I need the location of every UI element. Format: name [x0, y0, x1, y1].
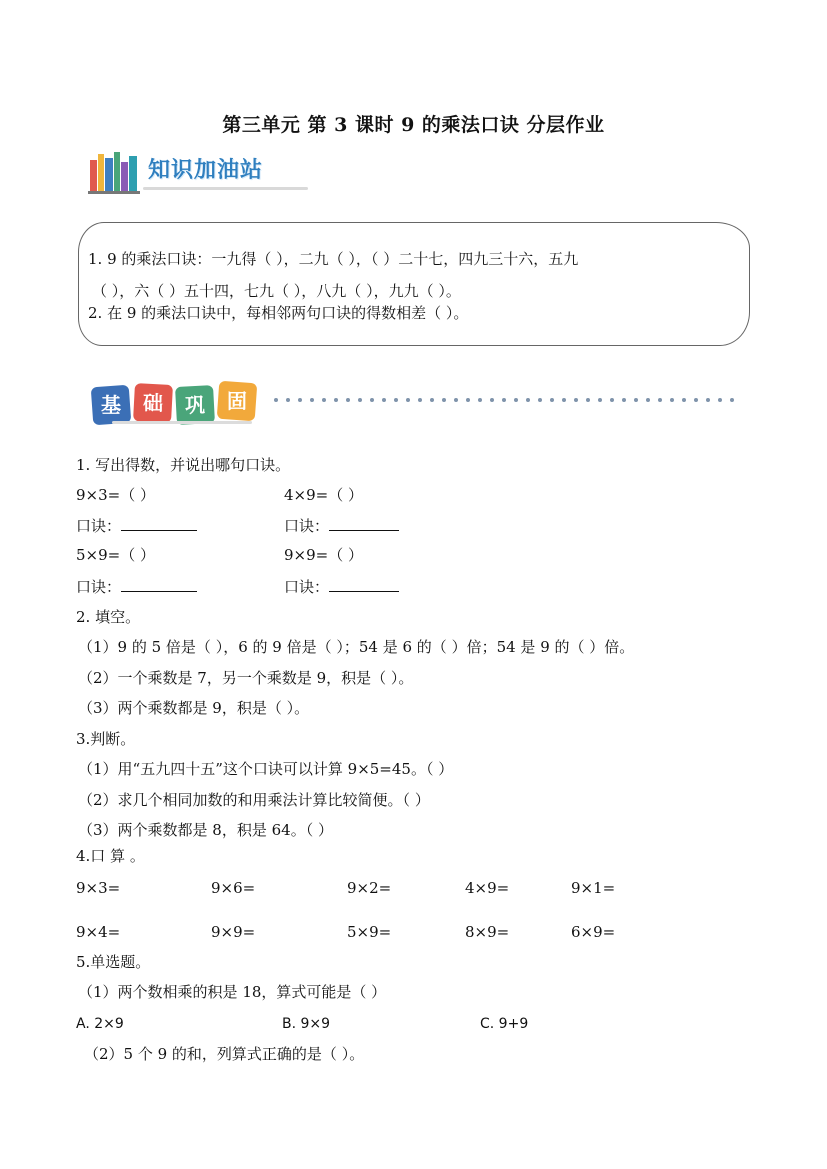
divider-dot	[598, 398, 602, 402]
divider-dot	[334, 398, 338, 402]
divider-dot	[274, 398, 278, 402]
q4-calc: 9×1=	[571, 879, 616, 897]
q4-calc: 9×3=	[76, 879, 121, 897]
q4-calc: 9×9=	[211, 923, 256, 941]
q3-item-2: （2）求几个相同加数的和用乘法计算比较简便。（ ）	[78, 791, 430, 809]
basics-tile-2: 础	[143, 391, 163, 415]
q1-expr-1: 9×3=（ ）	[76, 486, 155, 504]
divider-dot	[706, 398, 710, 402]
divider-dot	[442, 398, 446, 402]
option-c[interactable]: C. 9+9	[480, 1016, 529, 1032]
q4-calc: 6×9=	[571, 923, 616, 941]
divider-dot	[430, 398, 434, 402]
q2-heading: 2. 填空。	[76, 608, 141, 626]
divider-dot	[346, 398, 350, 402]
divider-dot	[586, 398, 590, 402]
divider-dot	[658, 398, 662, 402]
divider-dot	[406, 398, 410, 402]
divider-dot	[646, 398, 650, 402]
dotted-divider	[272, 392, 742, 408]
q1-rhyme-2	[284, 516, 399, 536]
divider-dot	[382, 398, 386, 402]
q4-calc: 9×4=	[76, 923, 121, 941]
q1-rhyme-4	[284, 577, 399, 597]
q5-item-2: （2）5 个 9 的和，列算式正确的是（ ）。	[84, 1045, 365, 1063]
books-icon	[88, 150, 140, 194]
divider-dot	[694, 398, 698, 402]
divider-dot	[454, 398, 458, 402]
answer-line[interactable]	[121, 516, 197, 531]
divider-dot	[526, 398, 530, 402]
divider-dot	[634, 398, 638, 402]
divider-dot	[466, 398, 470, 402]
divider-dot	[310, 398, 314, 402]
basics-tile-1: 基	[101, 393, 121, 417]
divider-dot	[538, 398, 542, 402]
divider-dot	[514, 398, 518, 402]
divider-dot	[622, 398, 626, 402]
q1-rhyme-3	[76, 577, 197, 597]
divider-dot	[286, 398, 290, 402]
q5-heading: 5.单选题。	[76, 953, 151, 971]
q4-calc: 8×9=	[465, 923, 510, 941]
divider-dot	[574, 398, 578, 402]
q1-heading: 1. 写出得数，并说出哪句口诀。	[76, 456, 291, 474]
q3-heading: 3.判断。	[76, 730, 136, 748]
q1-rhyme-1	[76, 516, 197, 536]
knowledge-banner: 知识加油站	[148, 158, 264, 183]
q3-item-3: （3）两个乘数都是 8，积是 64。（ ）	[78, 821, 333, 839]
divider-dot	[502, 398, 506, 402]
divider-dot	[298, 398, 302, 402]
page-title: 第三单元 第 3 课时 9 的乘法口诀 分层作业	[222, 114, 605, 136]
divider-dot	[358, 398, 362, 402]
q5-item-1: （1）两个数相乘的积是 18，算式可能是（ ）	[78, 983, 387, 1001]
option-a[interactable]: A. 2×9	[76, 1016, 124, 1032]
knowledge-line-1: 1. 9 的乘法口诀：一九得（ ），二九（ ），（ ）二十七，四九三十六，五九	[88, 250, 579, 268]
knowledge-line-3: 2. 在 9 的乘法口诀中，每相邻两句口诀的得数相差（ ）。	[88, 304, 469, 322]
knowledge-line-2: （ ），六（ ）五十四，七九（ ），八九（ ），九九（ ）。	[92, 282, 461, 300]
q2-item-3: （3）两个乘数都是 9，积是（ ）。	[78, 699, 310, 717]
divider-dot	[322, 398, 326, 402]
q1-expr-3: 5×9=（ ）	[76, 546, 155, 564]
rhyme-label: 口诀：	[284, 517, 330, 535]
q4-calc: 5×9=	[347, 923, 392, 941]
divider-dot	[670, 398, 674, 402]
banner-underline	[143, 187, 308, 190]
q1-expr-4: 9×9=（ ）	[284, 546, 363, 564]
divider-dot	[610, 398, 614, 402]
q4-calc: 9×6=	[211, 879, 256, 897]
divider-dot	[478, 398, 482, 402]
divider-dot	[490, 398, 494, 402]
divider-dot	[418, 398, 422, 402]
divider-dot	[394, 398, 398, 402]
rhyme-label: 口诀：	[284, 578, 330, 596]
divider-dot	[682, 398, 686, 402]
divider-dot	[370, 398, 374, 402]
q2-item-2: （2）一个乘数是 7，另一个乘数是 9，积是（ ）。	[78, 669, 414, 687]
divider-dot	[718, 398, 722, 402]
divider-dot	[730, 398, 734, 402]
q4-calc: 4×9=	[465, 879, 510, 897]
rhyme-label: 口诀：	[76, 517, 122, 535]
q3-item-1: （1）用“五九四十五”这个口诀可以计算 9×5=45。（ ）	[78, 760, 454, 778]
option-b[interactable]: B. 9×9	[282, 1016, 331, 1032]
answer-line[interactable]	[121, 577, 197, 592]
q4-calc: 9×2=	[347, 879, 392, 897]
basics-tile-4: 固	[227, 389, 247, 413]
q2-item-1: （1）9 的 5 倍是（ ），6 的 9 倍是（ ）；54 是 6 的（ ）倍；54 是 9 的（ ）倍。	[78, 638, 635, 656]
answer-line[interactable]	[329, 516, 399, 531]
q1-expr-2: 4×9=（ ）	[284, 486, 363, 504]
divider-dot	[562, 398, 566, 402]
rhyme-label: 口诀：	[76, 578, 122, 596]
basics-tile-3: 巩	[185, 393, 205, 417]
q4-heading: 4.口 算 。	[76, 847, 145, 865]
divider-dot	[550, 398, 554, 402]
basics-underline	[112, 421, 252, 424]
answer-line[interactable]	[329, 577, 399, 592]
